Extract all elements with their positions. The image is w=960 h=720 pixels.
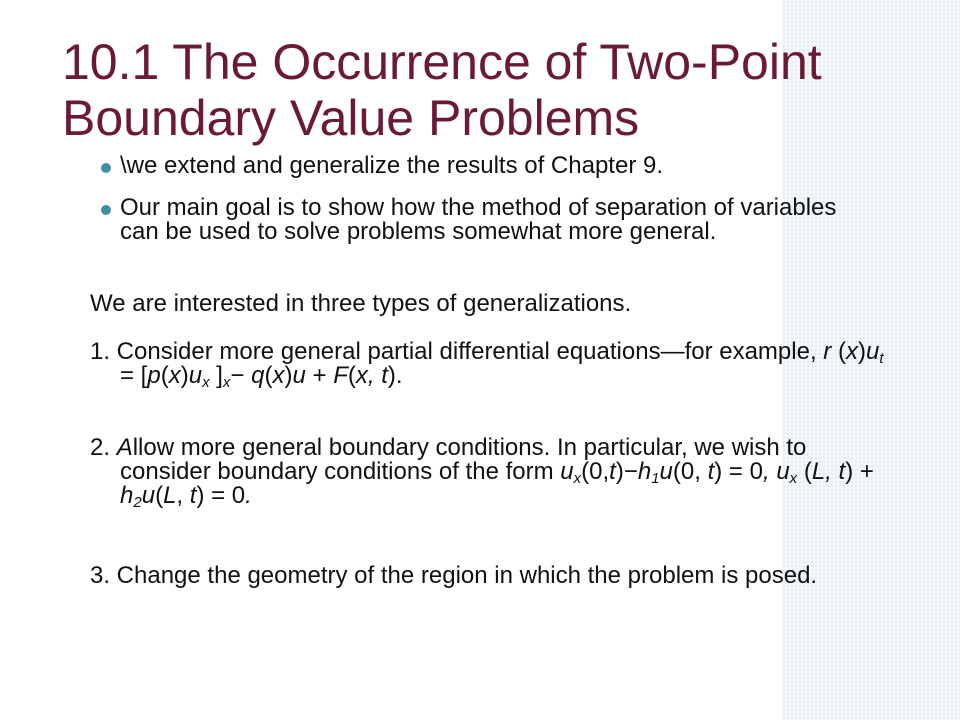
- bullet-item-2: [120, 196, 860, 244]
- bullet-text-1: \we extend and generalize the results of Chapter 9.: [120, 152, 663, 179]
- generalization-item-1: [90, 338, 900, 391]
- bullet-dot-icon: [101, 163, 111, 173]
- generalization-item-3: 3. Change the geometry of the region in which the problem is posed.: [90, 562, 818, 589]
- slide-title: 10.1 The Occurrence of Two-Point Boundary Value Problems: [62, 34, 822, 146]
- item2-lead-text: 2. Allow more general boundary conditions. In particular, we wish to consider boundary conditions of the form: [90, 434, 807, 485]
- bullet-item-1: [120, 154, 860, 178]
- bullet-dot-icon: [101, 205, 111, 215]
- intro-paragraph: We are interested in three types of generalizations.: [90, 290, 632, 317]
- bullet-text-2: Our main goal is to show how the method of separation of variables can be used to solve problems somewhat more general.: [120, 194, 837, 245]
- boundary-condition-equation: $u_x(0,t)-h_1u(0$, t) = 0, $u_x$ (L, $t) + h_2u(L$, t) = 0.: [120, 458, 874, 511]
- generalization-item-2: [90, 434, 900, 511]
- pde-equation: r $(x)u_t = [p(x)u_x$ ]$_x- q(x)u + F(x$, t).: [120, 338, 884, 391]
- item1-lead-text: 1. Consider more general partial differential equations—for example,: [90, 338, 824, 365]
